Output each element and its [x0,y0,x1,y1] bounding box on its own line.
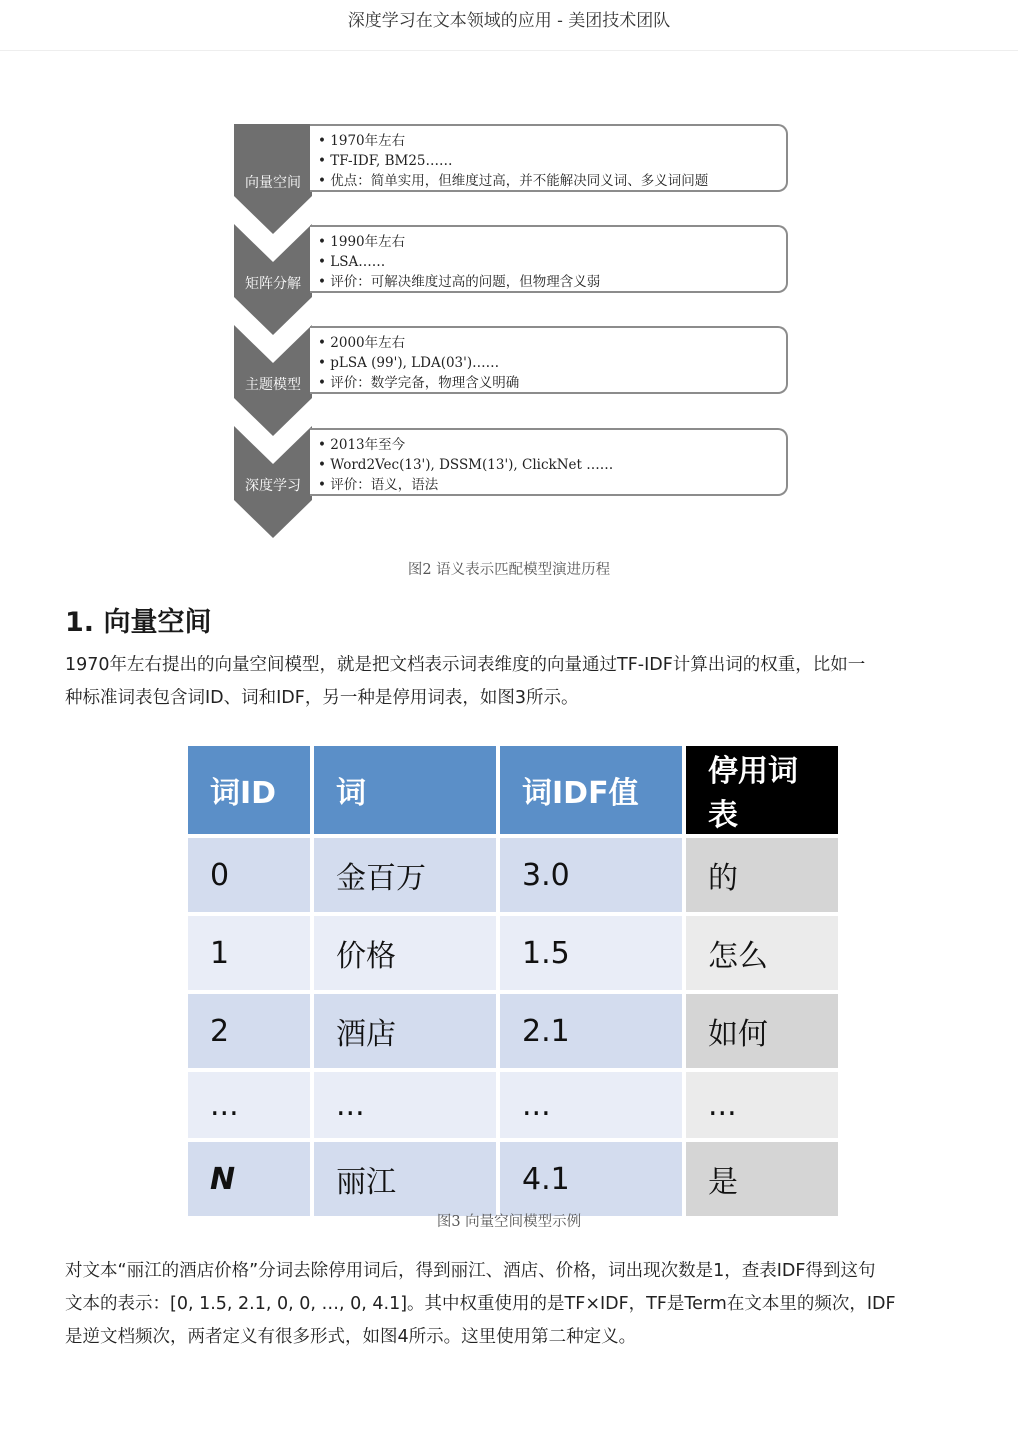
stage-1-line-2: • TF-IDF, BM25…… [318,151,708,171]
vector-space-table [184,742,842,1220]
cell-id: N [188,1142,310,1216]
header-word-id: 词ID [188,746,310,834]
cell-word: ... [314,1072,496,1138]
cell-idf: 3.0 [500,838,682,912]
stage-label-deep-learning: 深度学习 [245,478,301,494]
cell-word: 金百万 [314,838,496,912]
stage-3-line-2: • pLSA (99'), LDA(03')…… [318,353,519,373]
header-idf: 词IDF值 [500,746,682,834]
stage-4-line-2: • Word2Vec(13'), DSSM(13'), ClickNet …… [318,455,613,475]
table-row [188,1142,838,1216]
stage-2-line-3: • 评价：可解决维度过高的问题，但物理含义弱 [318,272,600,292]
paragraph-intro-line-1: 1970年左右提出的向量空间模型，就是把文档表示词表维度的向量通过TF-IDF计算出词的权重，比如一 [65,655,866,675]
stage-3-line-1: • 2000年左右 [318,333,519,353]
stage-box-topic-model [310,326,788,394]
header-word: 词 [314,746,496,834]
cell-stopword: 的 [686,838,838,912]
stage-label-vector-space: 向量空间 [245,175,301,191]
stage-2-line-2: • LSA…… [318,252,600,272]
cell-word: 价格 [314,916,496,990]
figure3-caption: 图3 向量空间模型示例 [436,1214,582,1230]
cell-idf: 1.5 [500,916,682,990]
cell-stopword: 是 [686,1142,838,1216]
cell-id: 1 [188,916,310,990]
stage-4-line-1: • 2013年至今 [318,435,613,455]
cell-id: 2 [188,994,310,1068]
stage-1-line-1: • 1970年左右 [318,131,708,151]
paragraph-intro [65,649,955,715]
cell-idf: 2.1 [500,994,682,1068]
stage-box-vector-space [310,124,788,192]
stage-label-matrix-factorization: 矩阵分解 [245,276,301,292]
cell-stopword: ... [686,1072,838,1138]
table-row [188,994,838,1068]
stage-3-line-3: • 评价：数学完备，物理含义明确 [318,373,519,393]
table-row [188,838,838,912]
paragraph-example-line-3: 是逆文档频次，两者定义有很多形式，如图4所示。这里使用第二种定义。 [65,1327,637,1347]
stage-label-topic-model: 主题模型 [245,377,301,393]
section-heading: 1. 向量空间 [65,607,212,638]
cell-word: 丽江 [314,1142,496,1216]
cell-idf: 4.1 [500,1142,682,1216]
cell-word: 酒店 [314,994,496,1068]
paragraph-intro-line-2: 种标准词表包含词ID、词和IDF，另一种是停用词表，如图3所示。 [65,688,579,708]
evolution-timeline-figure [234,124,794,544]
table-row [188,1072,838,1138]
stage-4-line-3: • 评价：语义，语法 [318,475,613,495]
page-header-title: 深度学习在文本领域的应用 - 美团技术团队 [347,11,671,31]
cell-id: 0 [188,838,310,912]
table-row [188,916,838,990]
cell-stopword: 怎么 [686,916,838,990]
stage-box-deep-learning [310,428,788,496]
paragraph-example [65,1255,955,1354]
table-header-row [188,746,838,834]
cell-stopword: 如何 [686,994,838,1068]
header-stopwords: 停用词表 [686,746,838,834]
stage-2-line-1: • 1990年左右 [318,232,600,252]
stage-box-matrix-factorization [310,225,788,293]
stage-1-line-3: • 优点：简单实用，但维度过高，并不能解决同义词、多义词问题 [318,171,708,191]
cell-id: ... [188,1072,310,1138]
paragraph-example-line-1: 对文本“丽江的酒店价格”分词去除停用词后，得到丽江、酒店、价格，词出现次数是1，查表IDF得到这句 [65,1261,876,1281]
paragraph-example-line-2: 文本的表示：[0, 1.5, 2.1, 0, 0, …, 0, 4.1]。其中权重使用的是TF×IDF，TF是Term在文本里的频次，IDF [65,1294,896,1314]
figure2-caption: 图2 语义表示匹配模型演进历程 [407,562,611,578]
page-header [0,0,1018,51]
cell-idf: ... [500,1072,682,1138]
